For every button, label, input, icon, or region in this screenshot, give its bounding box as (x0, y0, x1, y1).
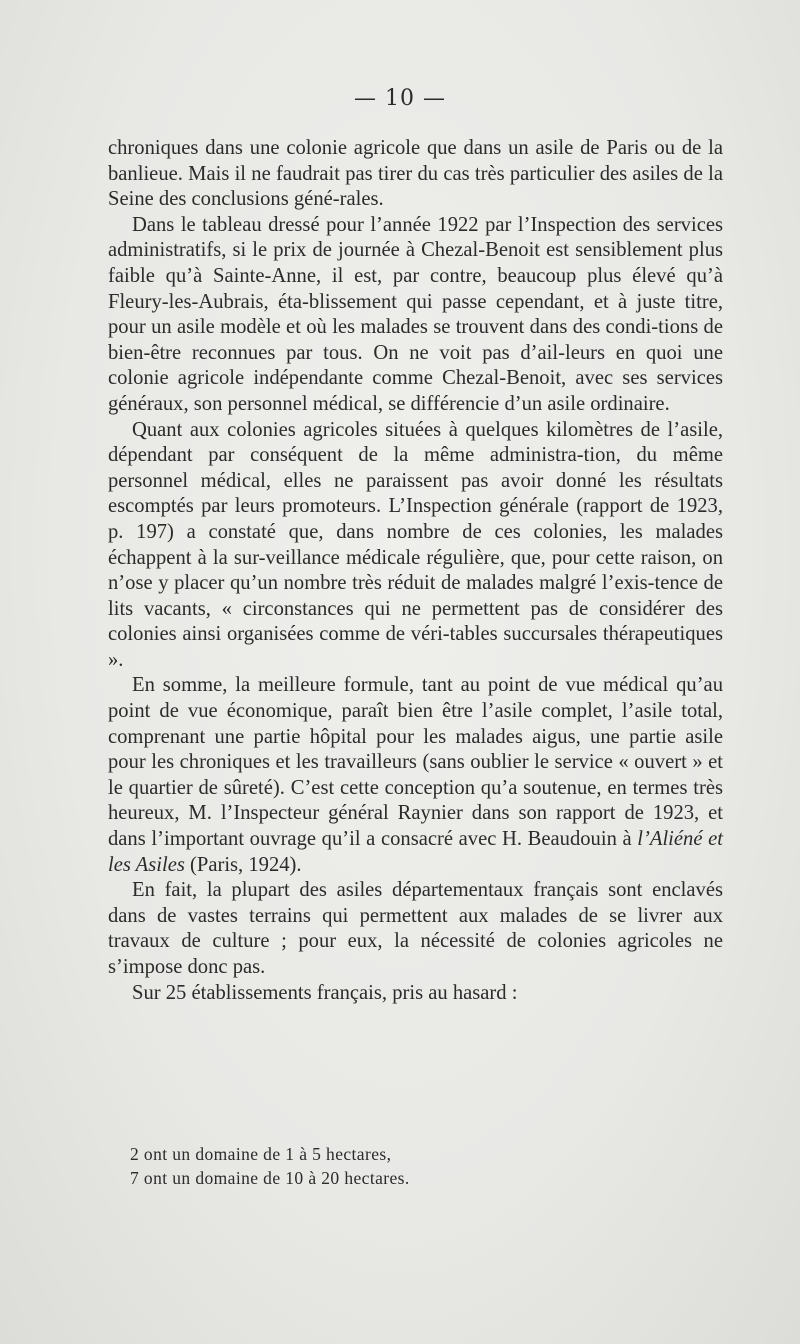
domain-list (130, 1142, 690, 1190)
paragraph-5: En fait, la plupart des asiles départementaux français sont enclavés dans de vastes terrains qui permettent aux malades de se livrer aux travaux de culture ; pour eux, la nécessité de colonies agricoles ne s’impose donc pas. (108, 879, 723, 978)
body-text (108, 136, 723, 1006)
book-title: l’Aliéné et les Asiles (108, 828, 723, 876)
paragraph-1: chroniques dans une colonie agricole que dans un asile de Paris ou de la banlieue. Mais il ne faudrait pas tirer du cas très particulier des asiles de la Seine des conclusions géné-rales. (108, 137, 723, 211)
list-item: 2 ont un domaine de 1 à 5 hectares, (130, 1144, 392, 1164)
list-item: 7 ont un domaine de 10 à 20 hectares. (130, 1168, 410, 1188)
paragraph-4-text-after: (Paris, 1924). (184, 853, 302, 876)
paragraph-3: Quant aux colonies agricoles situées à quelques kilomètres de l’asile, dépendant par conséquent de la même administra-tion, du même personnel médical, elles ne paraissent pas avoir donné les résultats escomptés par leurs promoteurs. L’Inspection générale (rapport de 1923, p. 197) a constaté que, dans nombre de ces colonies, les malades échappent à la sur-veillance médicale régulière, que, pour cette raison, on n’ose y placer qu’un nombre très réduit de malades malgré l’exis-tence de lits vacants, « circonstances qui ne permettent pas de considérer des colonies ainsi organisées comme de véri-tables succursales thérapeutiques ». (108, 418, 723, 671)
paragraph-4 (108, 673, 723, 878)
paragraph-2: Dans le tableau dressé pour l’année 1922 par l’Inspection des services administratifs, si le prix de journée à Chezal-Benoit est sensiblement plus faible qu’à Sainte-Anne, il est, par contre, beaucoup plus élevé qu’à Fleury-les-Aubrais, éta-blissement qui passe cependant, et à juste titre, pour un asile modèle et où les malades se trouvent dans des condi-tions de bien-être reconnues par tous. On ne voit pas d’ail-leurs en quoi une colonie agricole indépendante comme Chezal-Benoit, avec ses services généraux, son personnel médical, se différencie d’un asile ordinaire. (108, 213, 723, 415)
page-number: — 10 — (354, 86, 446, 111)
paragraph-6: Sur 25 établissements français, pris au hasard : (132, 981, 518, 1004)
paragraph-4-text-before: En somme, la meilleure formule, tant au point de vue médical qu’au point de vue économique, paraît bien être l’asile complet, l’asile total, comprenant une partie hôpital pour les malades aigus, une partie asile pour les chroniques et les travailleurs (sans oublier le service « ouvert » et le quartier de sûreté). C’est cette conception qu’a soutenue, en termes très heureux, M. l’Inspecteur général Raynier dans son rapport de 1923, et dans l’important ouvrage qu’il a consacré avec H. Beaudouin à (108, 674, 723, 851)
